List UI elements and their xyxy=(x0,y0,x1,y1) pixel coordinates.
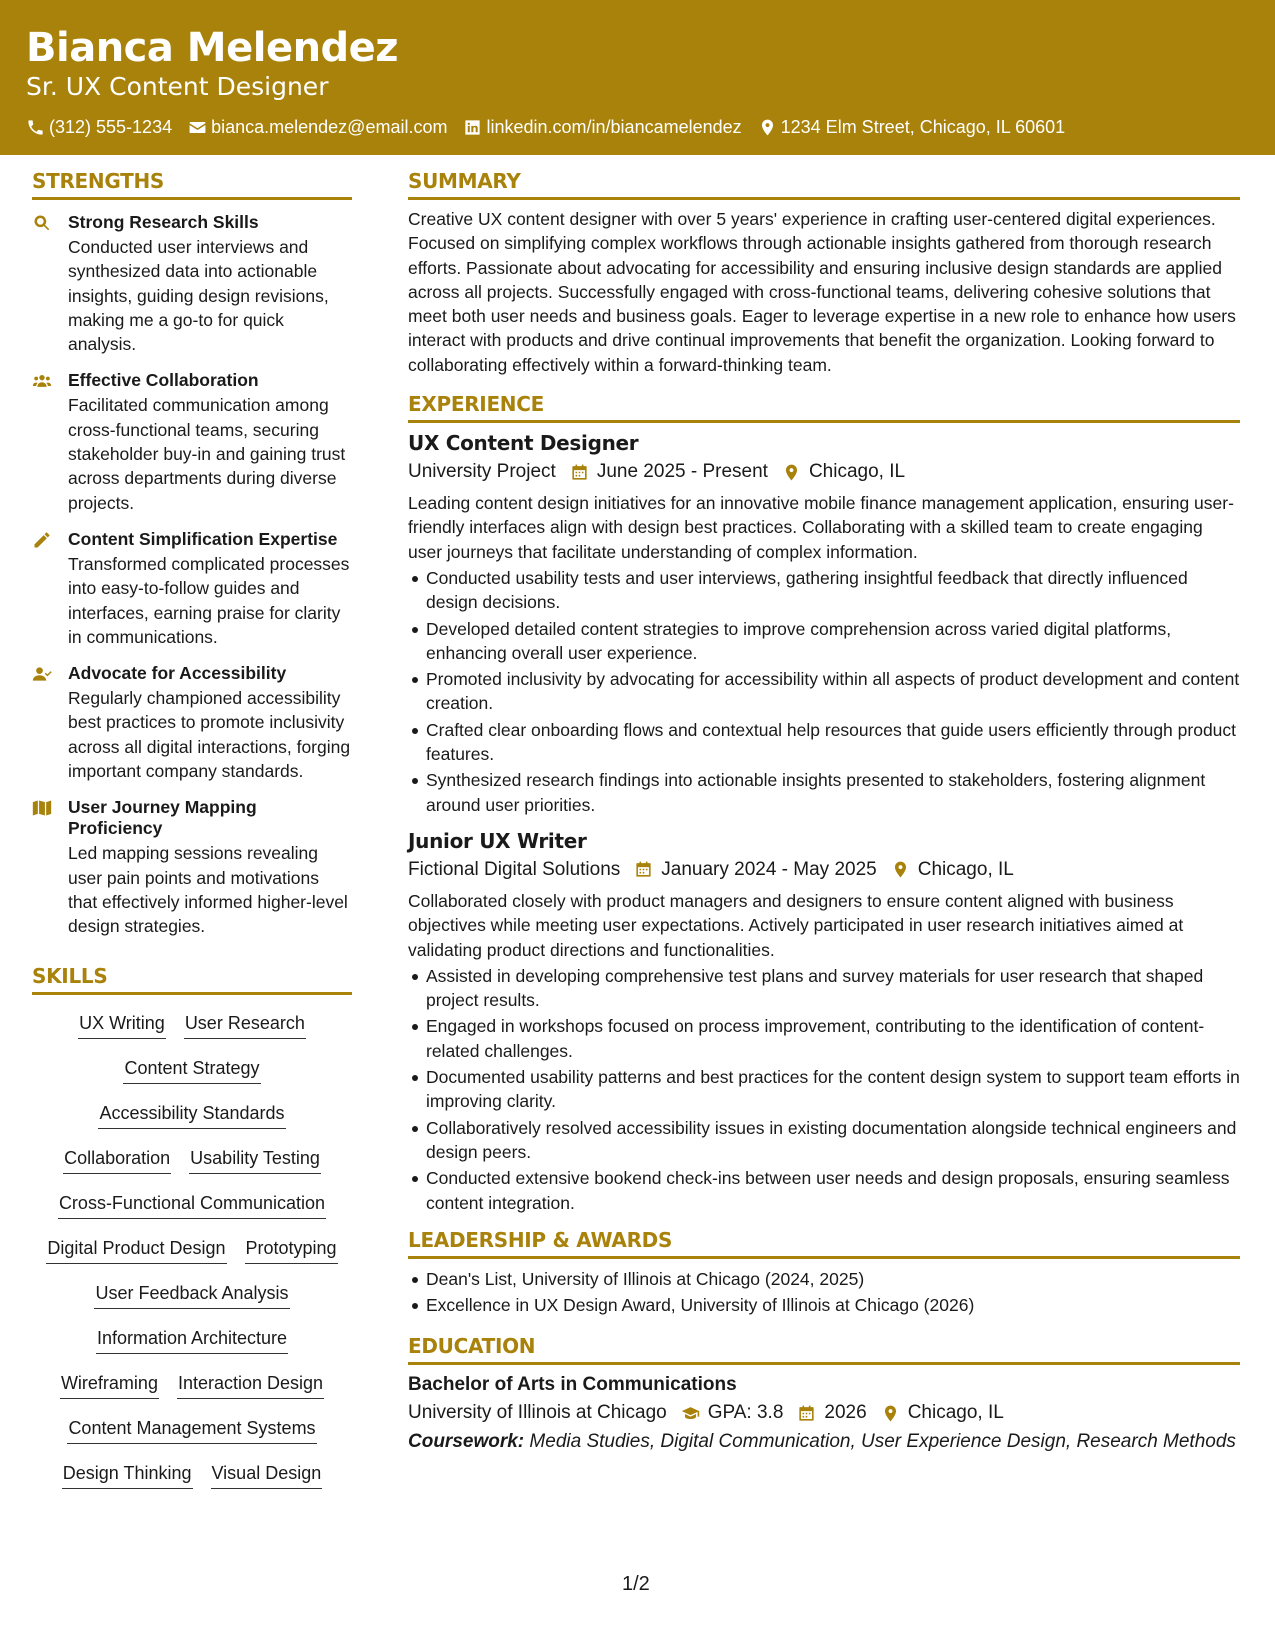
list-item: Conducted usability tests and user interviews, gathering insightful feedback that directly influenced design decisions. xyxy=(426,566,1240,615)
skill-tag: Digital Product Design xyxy=(46,1236,226,1264)
leadership-heading: LEADERSHIP & AWARDS xyxy=(408,1227,1240,1259)
list-item: Conducted extensive bookend check-ins between user needs and design proposals, ensuring seamless content integration. xyxy=(426,1166,1240,1215)
skill-tag: Information Architecture xyxy=(96,1326,288,1354)
list-item: Collaboratively resolved accessibility issues in existing documentation alongside technical engineers and design peers. xyxy=(426,1116,1240,1165)
strength-item xyxy=(32,529,352,649)
education-degree: Bachelor of Arts in Communications xyxy=(408,1374,737,1396)
education-school: University of Illinois at Chicago xyxy=(408,1402,667,1424)
skill-tag: Content Management Systems xyxy=(67,1416,316,1444)
education-location: Chicago, IL xyxy=(907,1402,1004,1424)
strength-item xyxy=(32,663,352,783)
job-meta xyxy=(408,459,1240,485)
job-title: UX Content Designer xyxy=(408,431,639,456)
calendar-icon xyxy=(570,463,589,482)
skill-row xyxy=(32,1050,352,1095)
job-description: Leading content design initiatives for an innovative mobile finance management application, ensuring user-friendly interfaces align with design best practices. Collaborating with a skilled team to create engaging user journeys that facilitate understanding of complex information. xyxy=(408,493,1234,562)
phone-icon xyxy=(26,118,45,137)
skill-tag: User Feedback Analysis xyxy=(94,1281,289,1309)
skill-tag: UX Writing xyxy=(78,1011,166,1039)
awards-list xyxy=(408,1267,1240,1318)
location-icon xyxy=(891,860,910,879)
list-item: Excellence in UX Design Award, University of Illinois at Chicago (2026) xyxy=(426,1293,1240,1317)
skill-tag: Usability Testing xyxy=(189,1146,321,1174)
strength-desc: Conducted user interviews and synthesized data into actionable insights, guiding design revisions, making me a go-to for quick analysis. xyxy=(68,237,329,355)
skill-tag: User Research xyxy=(184,1011,306,1039)
job-location: Chicago, IL xyxy=(808,461,906,483)
user-check-icon xyxy=(32,664,52,684)
job-dates: June 2025 - Present xyxy=(596,461,768,483)
strength-desc: Led mapping sessions revealing user pain points and motivations that effectively informed higher-level design strategies. xyxy=(68,843,348,937)
job-bullets xyxy=(408,964,1240,1215)
job-dates: January 2024 - May 2025 xyxy=(661,858,877,880)
skill-tag: Collaboration xyxy=(63,1146,171,1174)
skill-tag: Visual Design xyxy=(211,1461,323,1489)
location-icon xyxy=(758,118,777,137)
list-item: Assisted in developing comprehensive test plans and survey materials for user research that shaped project results. xyxy=(426,964,1240,1013)
education-heading: EDUCATION xyxy=(408,1333,1240,1365)
education-year: 2026 xyxy=(824,1402,867,1424)
skill-row xyxy=(32,1275,352,1320)
list-item: Documented usability patterns and best practices for the content design system to support team efforts in improving clarity. xyxy=(426,1065,1240,1114)
skills-heading: SKILLS xyxy=(32,963,352,995)
contact-linkedin[interactable] xyxy=(463,116,741,138)
strength-title: Effective Collaboration xyxy=(68,370,259,391)
page-number: 1/2 xyxy=(622,1573,650,1595)
experience-heading: EXPERIENCE xyxy=(408,391,1240,423)
strength-title: Advocate for Accessibility xyxy=(68,663,287,684)
job-entry xyxy=(408,827,1240,1215)
skill-row xyxy=(32,1140,352,1185)
job-entry xyxy=(408,429,1240,817)
skill-tag: Content Strategy xyxy=(123,1056,260,1084)
job-description: Collaborated closely with product managers and designers to ensure content aligned with business objectives while meeting user expectations. Actively participated in user research initiatives aimed at validating product directions and functionalities. xyxy=(408,890,1184,960)
summary-text: Creative UX content designer with over 5 years' experience in crafting user-centered digital experiences. Focused on simplifying complex workflows through actionable insights gathered from thorough research efforts. Passionate about advocating for accessibility and ensuring inclusive design standards are applied across all projects. Successfully engaged with cross-functional teams, delivering cohesive solutions that meet both user needs and business goals. Eager to leverage expertise in a new role to enhance how users interact with products and drive continual improvements that benefit the organization. Looking forward to collaborating effectively within a forward-thinking team. xyxy=(408,209,1236,375)
list-item: Developed detailed content strategies to improve comprehension across varied digital platforms, enhancing overall user experience. xyxy=(426,617,1240,666)
contact-phone[interactable] xyxy=(26,116,172,138)
skill-row xyxy=(32,1185,352,1230)
job-bullets xyxy=(408,566,1240,817)
skills-list xyxy=(32,1005,352,1500)
list-item: Synthesized research findings into actionable insights presented to stakeholders, fostering alignment around user priorities. xyxy=(426,768,1240,817)
linkedin-icon xyxy=(463,118,482,137)
job-company: Fictional Digital Solutions xyxy=(408,858,621,880)
skill-tag: Wireframing xyxy=(60,1371,159,1399)
location-icon xyxy=(881,1404,900,1423)
skill-row xyxy=(32,1230,352,1275)
contact-linkedin-text: linkedin.com/in/biancamelendez xyxy=(486,117,742,137)
skill-row xyxy=(32,1095,352,1140)
candidate-name: Bianca Melendez xyxy=(26,25,399,71)
calendar-icon xyxy=(797,1404,816,1423)
coursework-label: Coursework: xyxy=(408,1431,525,1453)
strength-title: Content Simplification Expertise xyxy=(68,528,338,549)
strength-desc: Regularly championed accessibility best practices to promote inclusivity across all digital interactions, forging important company standards. xyxy=(68,688,351,782)
list-item: Dean's List, University of Illinois at Chicago (2024, 2025) xyxy=(426,1267,1240,1291)
skill-row xyxy=(32,1320,352,1365)
education-gpa: GPA: 3.8 xyxy=(707,1402,784,1424)
strengths-heading: STRENGTHS xyxy=(32,168,352,200)
strength-desc: Facilitated communication among cross-functional teams, securing stakeholder buy-in and gaining trust across departments during diverse projects. xyxy=(68,395,346,513)
skill-tag: Prototyping xyxy=(245,1236,338,1264)
candidate-role: Sr. UX Content Designer xyxy=(26,72,329,101)
right-column xyxy=(408,168,1240,1455)
strength-title: Strong Research Skills xyxy=(68,212,259,232)
job-meta xyxy=(408,857,1240,883)
email-icon xyxy=(188,118,207,137)
list-item: Engaged in workshops focused on process improvement, contributing to the identification of content-related challenges. xyxy=(426,1014,1240,1063)
skill-row xyxy=(32,1005,352,1050)
job-location: Chicago, IL xyxy=(917,858,1014,880)
contact-address xyxy=(758,116,1066,138)
contact-address-text: 1234 Elm Street, Chicago, IL 60601 xyxy=(780,117,1066,137)
contact-email[interactable] xyxy=(188,116,447,138)
contact-bar xyxy=(26,116,1249,138)
list-item: Promoted inclusivity by advocating for accessibility within all aspects of product development and content creation. xyxy=(426,667,1240,716)
coursework-list: Media Studies, Digital Communication, User Experience Design, Research Methods xyxy=(524,1431,1236,1453)
resume-header xyxy=(0,0,1275,155)
list-item: Crafted clear onboarding flows and contextual help resources that guide users efficiently through product features. xyxy=(426,718,1240,767)
summary-heading: SUMMARY xyxy=(408,168,1240,200)
location-icon xyxy=(782,463,801,482)
contact-phone-text: (312) 555-1234 xyxy=(49,117,173,137)
education-coursework xyxy=(408,1430,1240,1455)
pencil-icon xyxy=(32,530,52,550)
strength-item xyxy=(32,797,352,938)
users-icon xyxy=(32,371,52,391)
strength-desc: Transformed complicated processes into easy-to-follow guides and interfaces, earning praise for clarity in communications. xyxy=(68,553,350,647)
skill-tag: Accessibility Standards xyxy=(98,1101,285,1129)
skill-tag: Interaction Design xyxy=(177,1371,324,1399)
calendar-icon xyxy=(634,860,653,879)
skill-row xyxy=(32,1365,352,1410)
skill-row xyxy=(32,1410,352,1455)
strength-item xyxy=(32,212,352,356)
skill-tag: Design Thinking xyxy=(62,1461,193,1489)
graduation-cap-icon xyxy=(681,1404,700,1423)
search-icon xyxy=(32,213,52,233)
map-icon xyxy=(32,798,52,818)
strength-item xyxy=(32,370,352,514)
strength-title: User Journey Mapping Proficiency xyxy=(68,797,257,839)
skill-row xyxy=(32,1455,352,1500)
skill-tag: Cross-Functional Communication xyxy=(58,1191,326,1219)
education-meta xyxy=(408,1400,1240,1426)
left-column xyxy=(32,168,352,1500)
job-title: Junior UX Writer xyxy=(408,828,587,853)
contact-email-text: bianca.melendez@email.com xyxy=(211,117,448,137)
job-company: University Project xyxy=(408,461,556,483)
